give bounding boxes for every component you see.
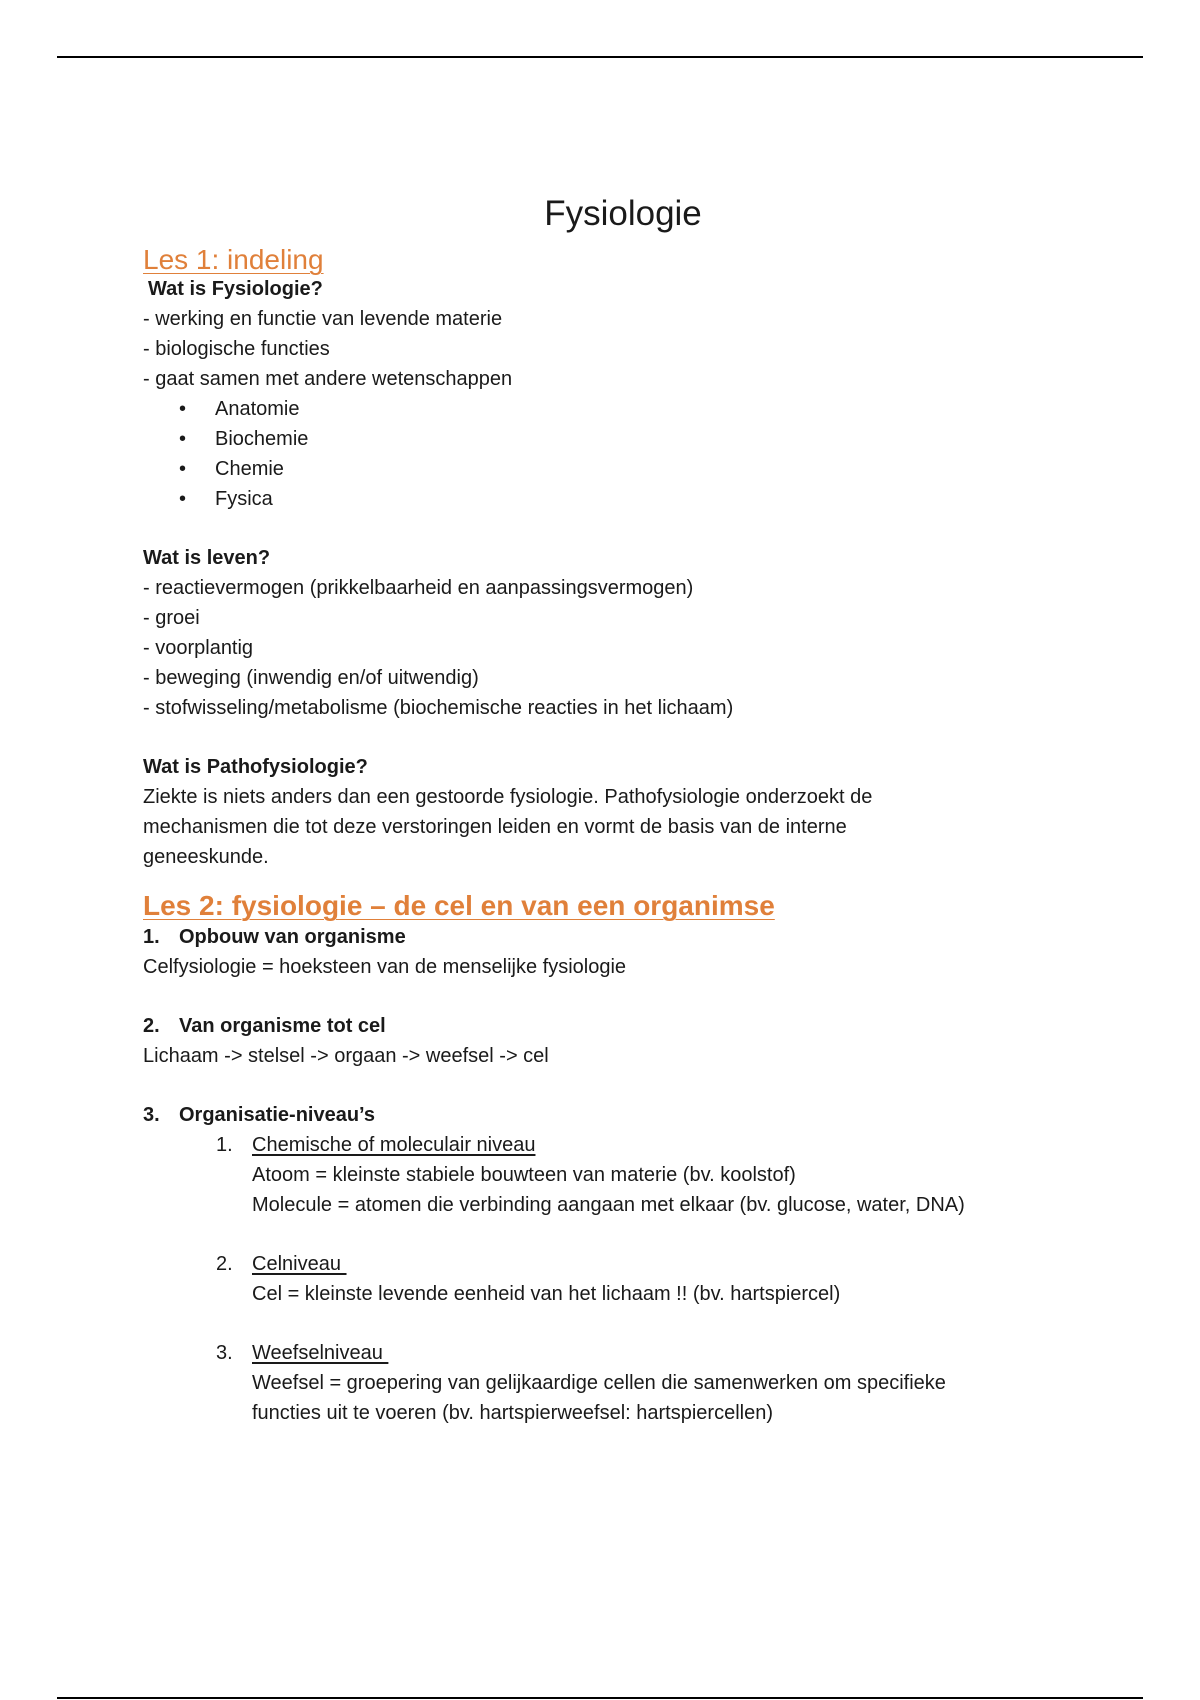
list-item: - beweging (inwendig en/of uitwendig) — [143, 667, 479, 689]
spacer — [143, 982, 1103, 1011]
section-title: Organisatie-niveau’s — [179, 1104, 375, 1126]
header-rule — [57, 56, 1143, 58]
bullet-icon: • — [179, 458, 187, 480]
spacer — [143, 514, 1103, 543]
level-text: Cel = kleinste levende eenheid van het lichaam !! (bv. hartspiercel) — [252, 1283, 841, 1305]
bullet-label: Anatomie — [215, 398, 300, 420]
level-text: Weefsel = groepering van gelijkaardige cellen die samenwerken om specifieke — [252, 1372, 946, 1394]
bullet-label: Biochemie — [215, 428, 309, 450]
section-number: 2. — [143, 1015, 160, 1037]
bullet-item — [143, 424, 1103, 454]
document-page — [143, 190, 1103, 1428]
level-title: Celniveau — [252, 1253, 347, 1275]
level-text: Molecule = atomen die verbinding aangaan met elkaar (bv. glucose, water, DNA) — [252, 1194, 965, 1216]
list-item: - reactievermogen (prikkelbaarheid en aanpassingsvermogen) — [143, 577, 694, 599]
section-1-text: Celfysiologie = hoeksteen van de menselijke fysiologie — [143, 956, 627, 978]
section-number: 1. — [143, 926, 160, 948]
question-leven: Wat is leven? — [143, 547, 271, 569]
level-number: 2. — [216, 1253, 233, 1275]
list-item: - groei — [143, 607, 200, 629]
level-title: Chemische of moleculair niveau — [252, 1134, 536, 1156]
level-number: 1. — [216, 1134, 233, 1156]
list-item: - voorplantig — [143, 637, 254, 659]
lesson-2-heading: Les 2: fysiologie – de cel en van een organimse — [143, 890, 775, 921]
bullet-icon: • — [179, 398, 187, 420]
lesson-1-heading: Les 1: indeling — [143, 244, 324, 275]
level-title: Weefselniveau — [252, 1342, 389, 1364]
spacer — [143, 1071, 1103, 1100]
section-title: Van organisme tot cel — [179, 1015, 386, 1037]
level-text: Atoom = kleinste stabiele bouwteen van materie (bv. koolstof) — [252, 1164, 796, 1186]
level-text: functies uit te voeren (bv. hartspierweefsel: hartspiercellen) — [252, 1402, 773, 1424]
sciences-bullet-list — [143, 394, 1103, 514]
bullet-icon: • — [179, 428, 187, 450]
section-title: Opbouw van organisme — [179, 926, 406, 948]
bullet-label: Chemie — [215, 458, 284, 480]
section-number: 3. — [143, 1104, 160, 1126]
spacer — [143, 1220, 1103, 1249]
bullet-item — [143, 484, 1103, 514]
bullet-item — [143, 394, 1103, 424]
bullet-icon: • — [179, 488, 187, 510]
level-item-chemisch — [143, 1130, 1103, 1220]
question-fysiologie: Wat is Fysiologie? — [148, 278, 323, 300]
list-item: - stofwisseling/metabolisme (biochemische reacties in het lichaam) — [143, 697, 734, 719]
document-title: Fysiologie — [544, 194, 702, 233]
bullet-item — [143, 454, 1103, 484]
paragraph-line: geneeskunde. — [143, 846, 269, 868]
paragraph-line: Ziekte is niets anders dan een gestoorde fysiologie. Pathofysiologie onderzoekt de — [143, 786, 873, 808]
question-pathofysiologie: Wat is Pathofysiologie? — [143, 756, 368, 778]
level-item-weefsel — [143, 1338, 1103, 1428]
list-item: - gaat samen met andere wetenschappen — [143, 368, 513, 390]
bullet-label: Fysica — [215, 488, 273, 510]
spacer — [143, 1309, 1103, 1338]
paragraph-line: mechanismen die tot deze verstoringen leiden en vormt de basis van de interne — [143, 816, 847, 838]
section-1-heading — [143, 922, 1103, 952]
spacer — [143, 723, 1103, 752]
level-number: 3. — [216, 1342, 233, 1364]
footer-rule — [57, 1697, 1143, 1699]
list-item: - biologische functies — [143, 338, 330, 360]
section-2-heading — [143, 1011, 1103, 1041]
section-3-heading — [143, 1100, 1103, 1130]
level-item-cel — [143, 1249, 1103, 1309]
list-item: - werking en functie van levende materie — [143, 308, 503, 330]
section-2-text: Lichaam -> stelsel -> orgaan -> weefsel -> cel — [143, 1045, 549, 1067]
